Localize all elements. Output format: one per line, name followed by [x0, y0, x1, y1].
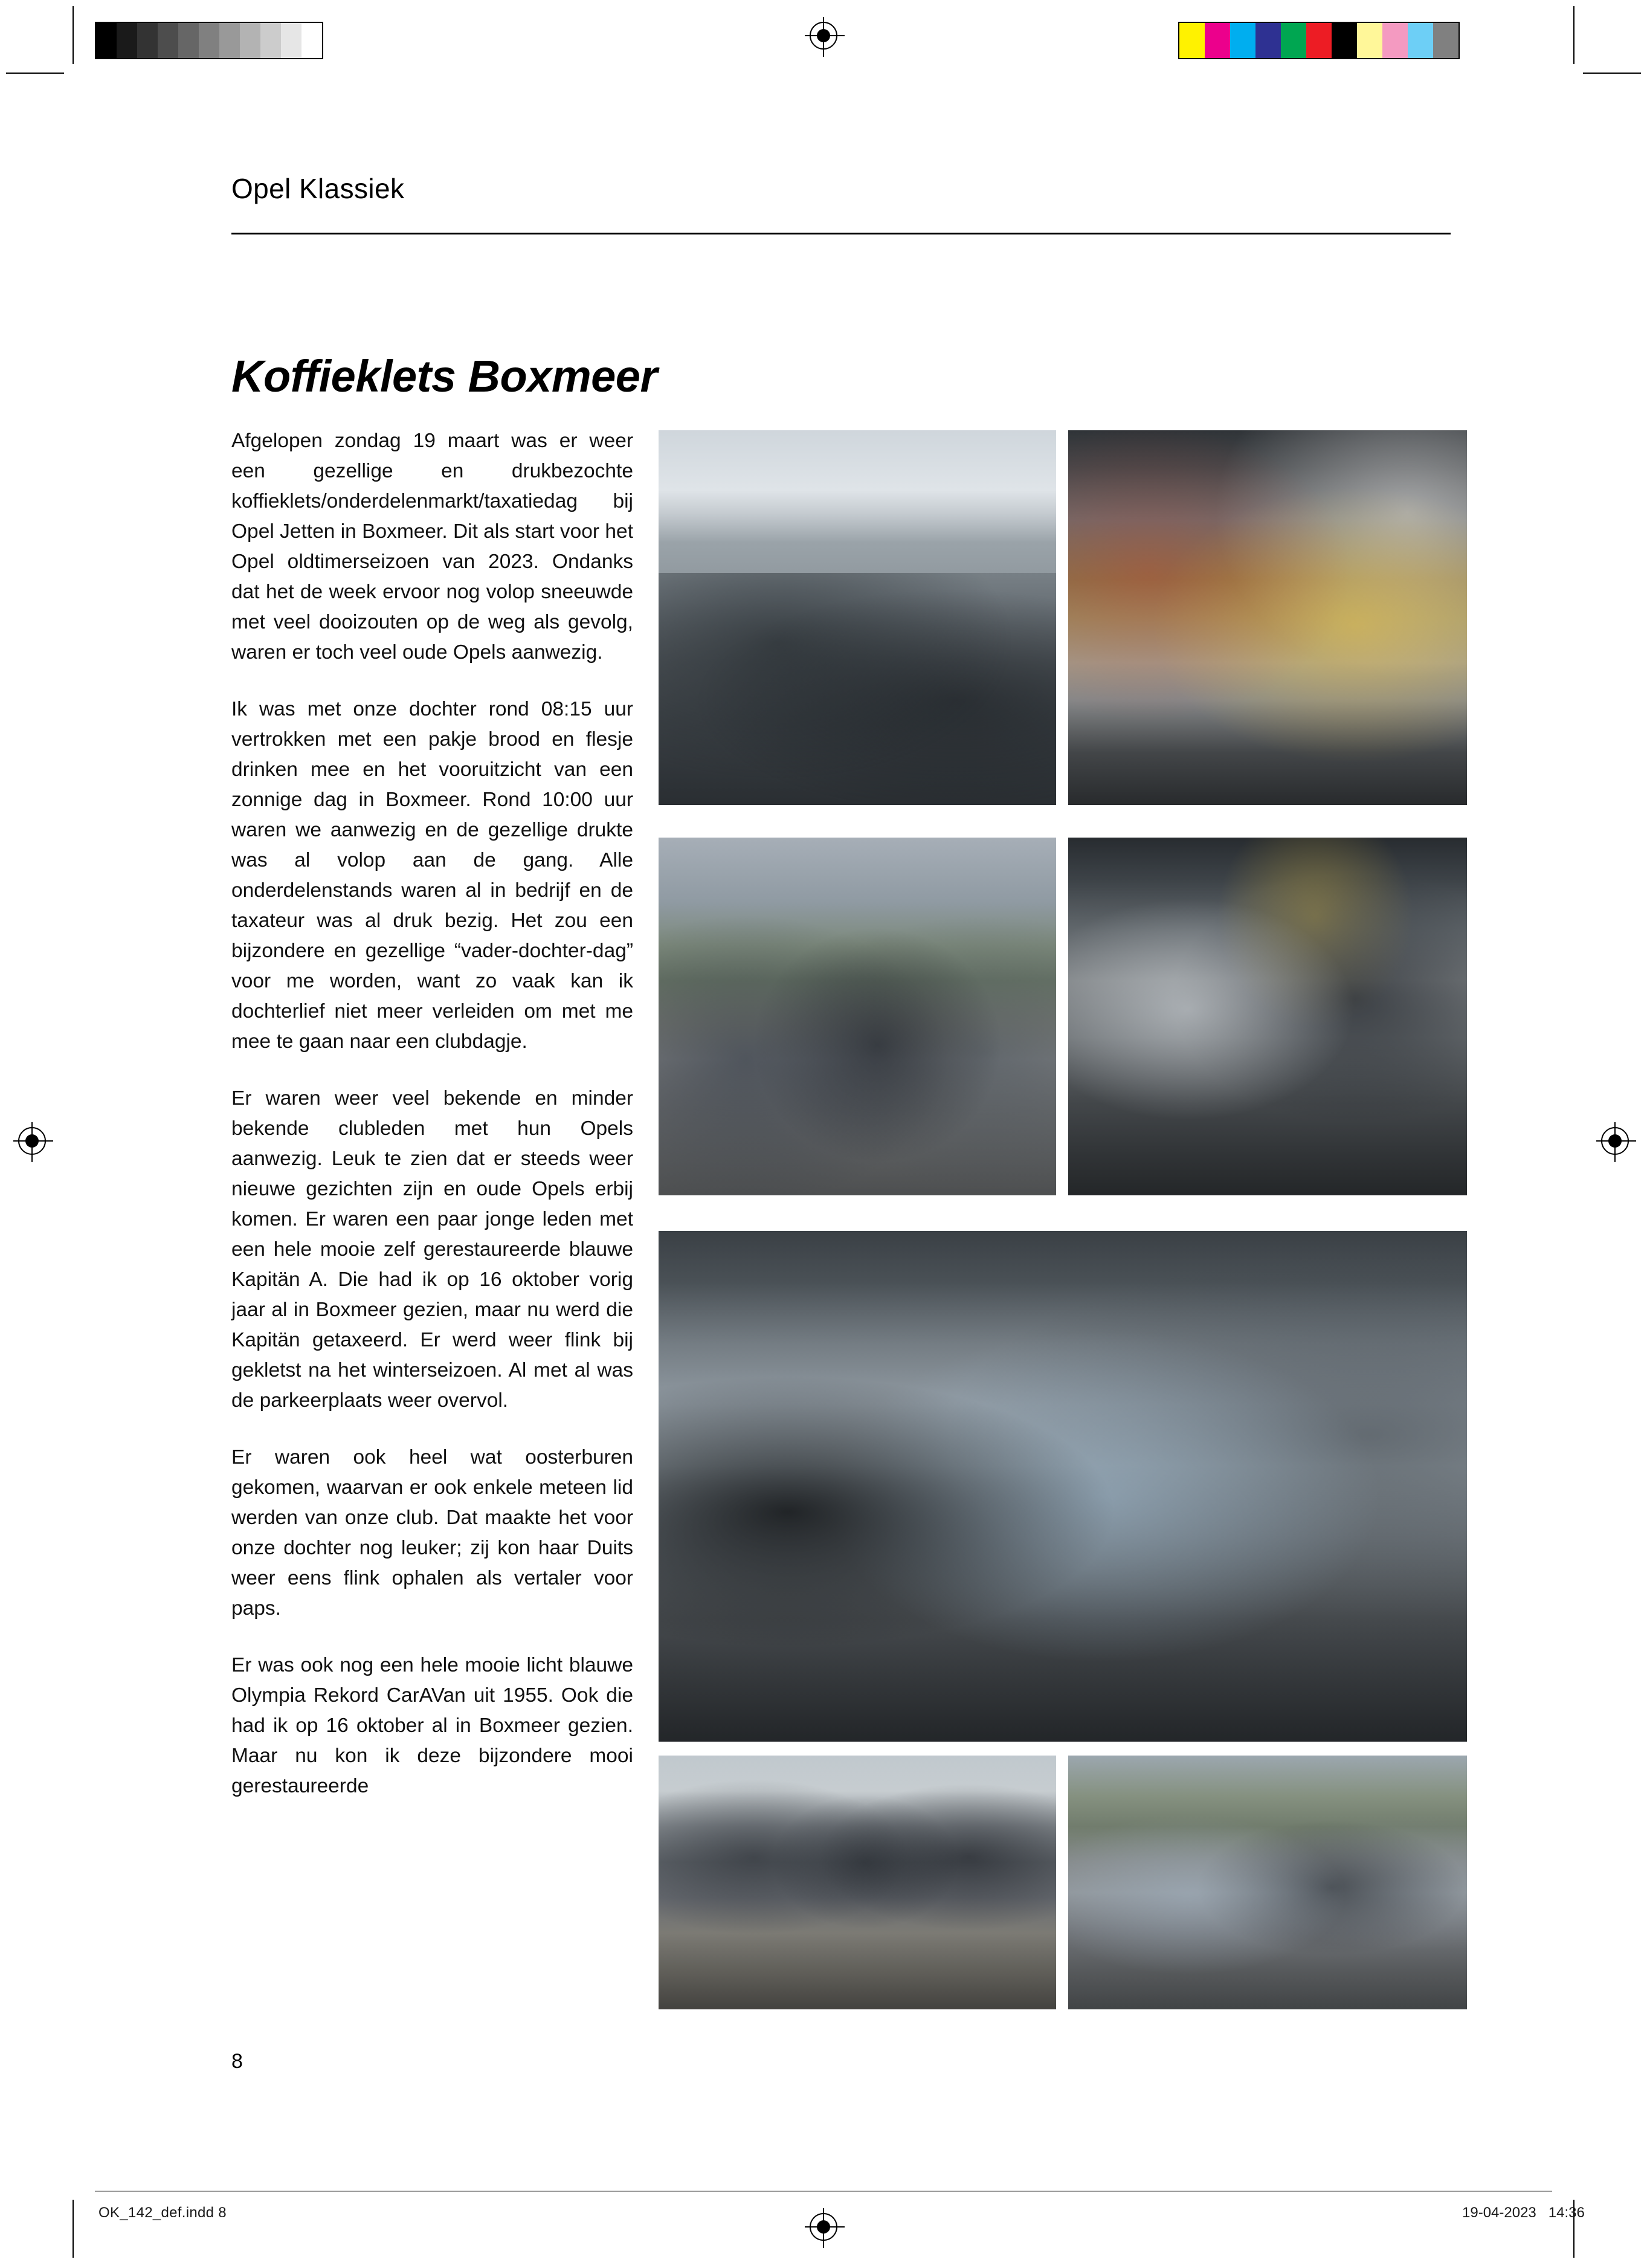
body-paragraph: Ik was met onze dochter rond 08:15 uur vertrokken met een pakje brood en flesje drinken mee en het vooruitzicht van een zonnige dag in Boxmeer. Rond 10:00 uur waren we aanwezig en de gezellige drukte was al volop aan de gang. Alle onderdelenstands waren al in bedrijf en de taxateur was al druk bezig. Het zou een bijzondere en gezellige “vader-dochter-dag” voor me worden, want zo vaak kan ik dochterlief niet meer verleiden om met me mee te gaan naar een clubdagje.: [231, 698, 633, 1053]
body-paragraph: Afgelopen zondag 19 maart was er weer een gezellige en drukbezochte koffieklets/onderdelenmarkt/taxatiedag bij Opel Jetten in Boxmeer. Dit als start voor het Opel oldtimerseizoen van 2023. Ondanks dat het de week ervoor nog volop sneeuwde met veel dooizouten op de weg als gevolg, waren er toch veel oude Opels aanwezig.: [231, 430, 633, 664]
body-paragraph: Er waren weer veel bekende en minder bekende clubleden met hun Opels aanwezig. Leuk te zien dat er steeds weer nieuwe gezichten zijn en oude Opels erbij komen. Er waren een paar jonge leden met een hele mooie zelf gerestaureerde blauwe Kapitän A. Die had ik op 16 oktober vorig jaar al in Boxmeer gezien, maar nu werd die Kapitän getaxeerd. Er werd weer flink bij gekletst na het winterseizoen. Al met al was de parkeerplaats weer overvol.: [231, 1087, 633, 1412]
article-body: [231, 426, 633, 1801]
photo-cafeteria-interior: [659, 430, 1056, 805]
footer-file-name: OK_142_def.indd 8: [98, 2205, 227, 2221]
page-number: 8: [231, 2050, 243, 2073]
footer-timestamp: 19-04-2023 14:36: [1462, 2205, 1585, 2221]
photo-outdoor-bonnet-open: [659, 838, 1056, 1195]
photo-parts-market-stand: [1068, 430, 1467, 805]
photo-kapitaen-a-on-lift: [659, 1231, 1467, 1742]
photo-visitors-talking: [659, 1756, 1056, 2009]
body-paragraph: Er waren ook heel wat oosterburen gekomen, waarvan er ook enkele meteen lid werden van onze club. Dat maakte het voor onze dochter nog leuker; zij kon haar Duits weer eens flink ophalen als vertaler voor paps.: [231, 1446, 633, 1620]
photo-parking-lot-opels: [1068, 1756, 1467, 2009]
body-paragraph: Er was ook nog een hele mooie licht blauwe Olympia Rekord CarAVan uit 1955. Ook die had ik op 16 oktober al in Boxmeer gezien. Maar nu kon ik deze bijzondere mooi gerestaureerde: [231, 1654, 633, 1797]
page-title: Koffieklets Boxmeer: [231, 351, 657, 401]
photo-workshop-lift-kadett: [1068, 838, 1467, 1195]
running-head: Opel Klassiek: [231, 173, 405, 204]
footer-rule: [95, 2191, 1552, 2192]
header-rule: [231, 233, 1451, 234]
